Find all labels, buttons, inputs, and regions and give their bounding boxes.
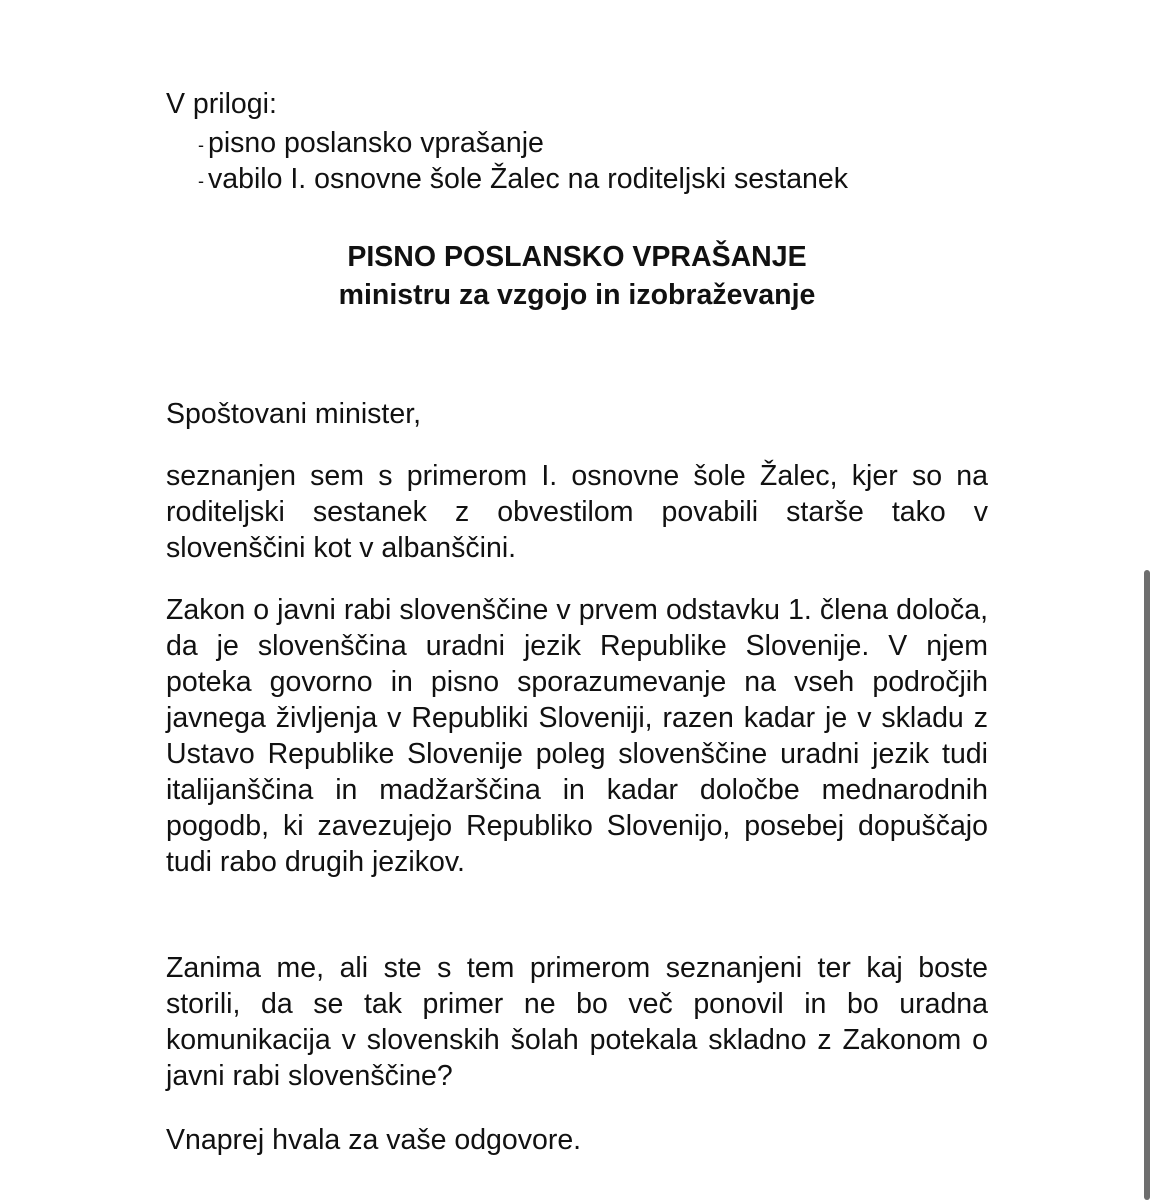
vertical-scrollbar[interactable] [1144,570,1150,1200]
title-line-1: PISNO POSLANSKO VPRAŠANJE [347,241,807,273]
body-paragraph-1: seznanjen sem s primerom I. osnovne šole Žalec, kjer so na roditeljski sestanek z obvestilom povabili starše tako v slovenščini kot v albanščini. [166,460,988,564]
attachments-heading: V prilogi: [166,88,277,120]
document-title [166,238,988,314]
list-bullet: - [198,171,204,191]
attachment-item [198,125,544,163]
list-bullet: - [198,135,204,155]
attachment-item [198,161,848,199]
body-paragraph-3: Zanima me, ali ste s tem primerom seznanjeni ter kaj boste storili, da se tak primer ne bo več ponovil in bo uradna komunikacija v slovenskih šolah potekala skladno z Zakonom o javni rabi slovenščine? [166,952,988,1092]
attachment-item-label: pisno poslansko vprašanje [208,127,544,159]
body-paragraph-2: Zakon o javni rabi slovenščine v prvem odstavku 1. člena določa, da je slovenščina uradni jezik Republike Slovenije. V njem poteka govorno in pisno sporazumevanje na vseh področjih javnega življenja v Republiki Sloveniji, razen kadar je v skladu z Ustavo Republike Slovenije poleg slovenščine uradni jezik tudi italijanščina in madžarščina in kadar določbe mednarodnih pogodb, ki zavezujejo Republiko Slovenijo, posebej dopuščajo tudi rabo drugih jezikov. [166,594,988,878]
title-line-2: ministru za vzgojo in izobraževanje [338,279,816,311]
attachment-item-label: vabilo I. osnovne šole Žalec na roditeljski sestanek [208,163,849,195]
salutation: Spoštovani minister, [166,398,422,430]
closing-line: Vnaprej hvala za vaše odgovore. [166,1124,582,1156]
